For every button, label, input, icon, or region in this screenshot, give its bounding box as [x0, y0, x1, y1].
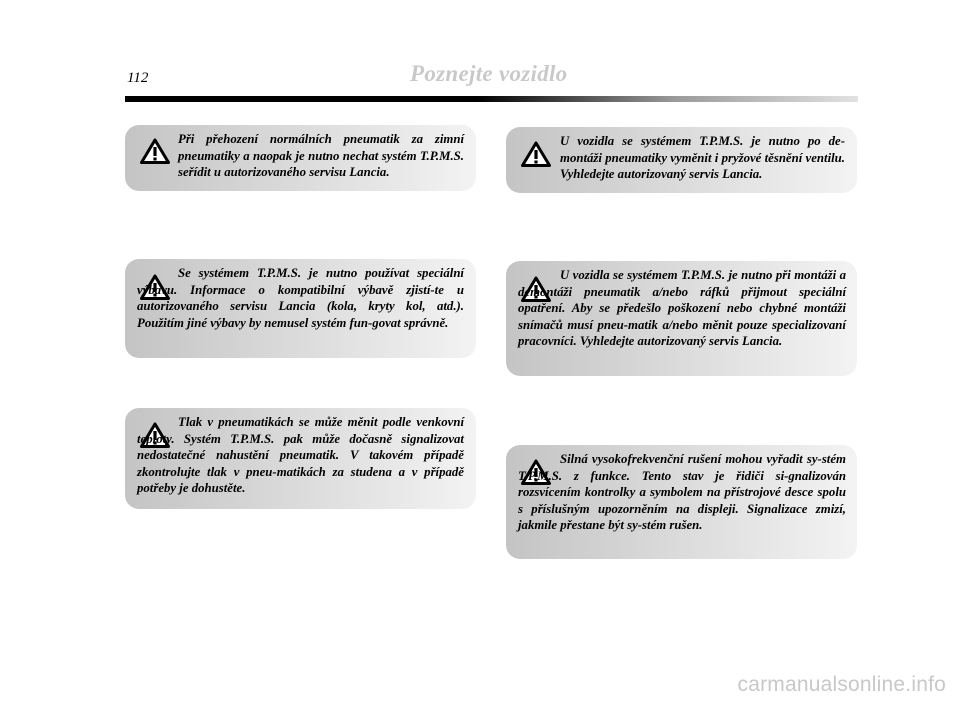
warning-box-valve-seal: [506, 127, 857, 193]
warning-text: U vozidla se systémem T.P.M.S. je nutno po de-montáži pneumatiky vyměnit i pryžové těsnění ventilu. Vyhledejte autorizovaný servis Lancia.: [560, 134, 845, 181]
warning-box-tire-change: [125, 125, 476, 191]
warning-triangle-icon: [140, 138, 170, 164]
warning-box-temperature: [125, 408, 476, 509]
warning-text: U vozidla se systémem T.P.M.S. je nutno při montáži a demontáži pneumatik a/nebo ráfků přijmout speciální opatření. Aby se předešlo poškození nebo chybné montáži snímačů musí pneu-matik a/nebo měnit pouze specializovaní pracovníci. Vyhledejte autorizovaný servis Lancia.: [518, 268, 846, 348]
warning-triangle-icon: [521, 141, 551, 167]
warning-box-mounting: [506, 261, 857, 376]
warning-box-interference: [506, 445, 857, 559]
warning-text: Při přehození normálních pneumatik za zimní pneumatiky a naopak je nutno nechat systém T.P.M.S. seřídit u autorizovaného servisu Lancia.: [178, 132, 464, 179]
warning-text: Se systémem T.P.M.S. je nutno používat speciální výbavu. Informace o kompatibilní výbavě zjistí-te u autorizovaného servisu Lancia (kola, kryty kol, atd.). Použitím jiné výbavy by nemusel systém fun-govat správně.: [137, 266, 464, 330]
page-title: Poznejte vozidlo: [410, 61, 568, 86]
page-number: 112: [127, 70, 149, 86]
warning-text: Silná vysokofrekvenční rušení mohou vyřadit sy-stém T.P.M.S. z funkce. Tento stav je řidiči si-gnalizován rozsvícením kontrolky a symbolem na přístrojové desce spolu s příslušným upozorněním na displeji. Signalizace zmizí, jakmile přestane být sy-stém rušen.: [518, 452, 846, 532]
watermark: carmanualsonline.info: [737, 673, 946, 696]
title-rule: [125, 96, 858, 102]
warning-box-special-equipment: [125, 259, 476, 358]
warning-text: Tlak v pneumatikách se může měnit podle venkovní teploty. Systém T.P.M.S. pak může dočasně signalizovat nedostatečné nahustění pneumatik. V takovém případě zkontrolujte tlak v pneu-matikách za studena a v případě potřeby je dohustěte.: [137, 415, 464, 495]
